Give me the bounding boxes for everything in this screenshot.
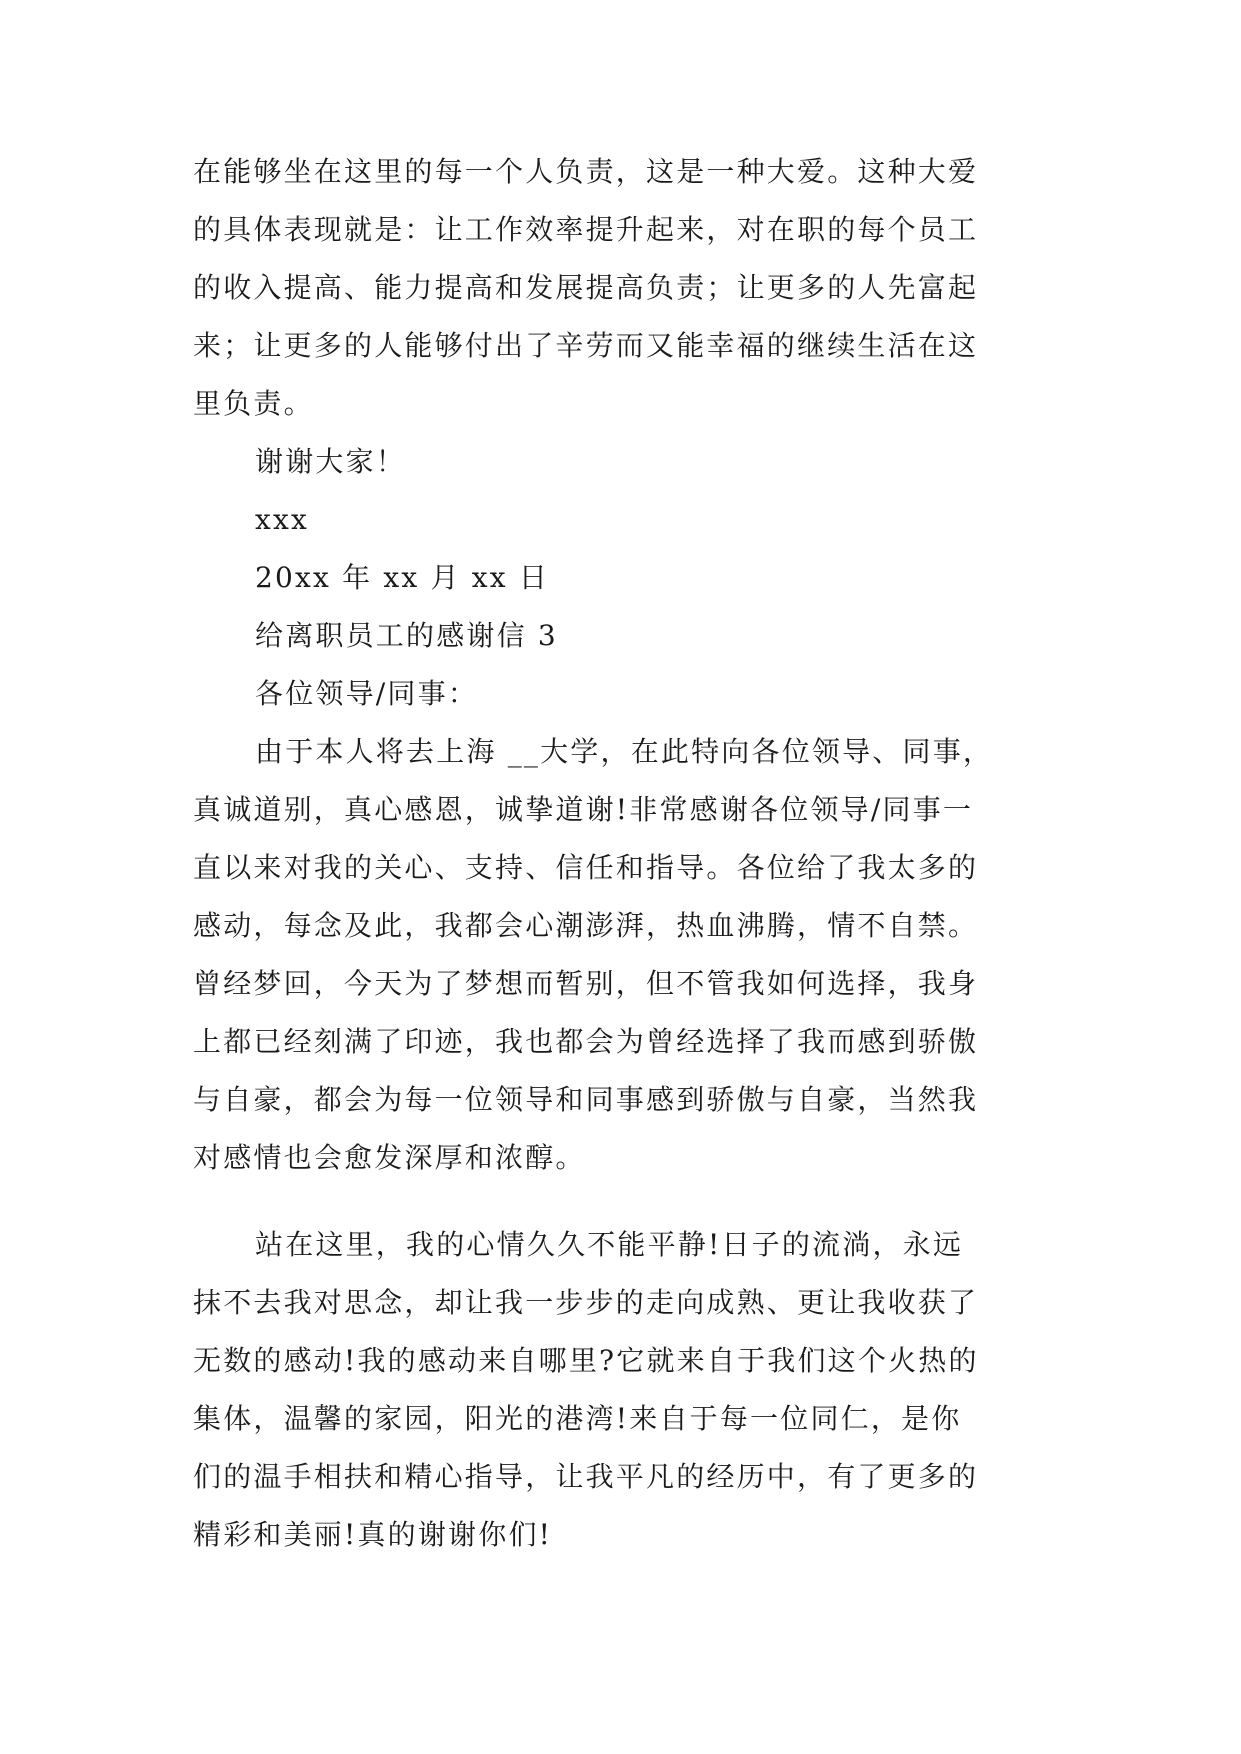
section-title: 给离职员工的感谢信 3 xyxy=(255,619,558,652)
paragraph-first-line: 由于本人将去上海 __大学，在此特向各位领导、同事， xyxy=(255,735,994,768)
body-text-line: 抹不去我对思念，却让我一步步的走向成熟、更让我收获了 xyxy=(193,1286,979,1319)
body-text-line: 与自豪，都会为每一位领导和同事感到骄傲与自豪，当然我 xyxy=(193,1083,979,1116)
body-text-line: 在能够坐在这里的每一个人负责，这是一种大爱。这种大爱 xyxy=(193,155,979,188)
body-text-line: 直以来对我的关心、支持、信任和指导。各位给了我太多的 xyxy=(193,851,979,884)
body-text-line: 的具体表现就是：让工作效率提升起来，对在职的每个员工 xyxy=(193,213,979,246)
body-text-line: 感动，每念及此，我都会心潮澎湃，热血沸腾，情不自禁。 xyxy=(193,909,979,942)
body-text-line: 上都已经刻满了印迹，我也都会为曾经选择了我而感到骄傲 xyxy=(193,1025,979,1058)
body-text-line: 对感情也会愈发深厚和浓醇。 xyxy=(193,1141,586,1174)
body-text-line: 们的温手相扶和精心指导，让我平凡的经历中，有了更多的 xyxy=(193,1460,979,1493)
body-text-line: 精彩和美丽!真的谢谢你们! xyxy=(193,1518,553,1551)
salutation: 各位领导/同事： xyxy=(255,677,479,710)
body-text-line: 里负责。 xyxy=(193,387,314,420)
body-text-line: 来；让更多的人能够付出了辛劳而又能幸福的继续生活在这 xyxy=(193,329,979,362)
body-text-line: 的收入提高、能力提高和发展提高负责；让更多的人先富起 xyxy=(193,271,979,304)
body-text-line: 曾经梦回，今天为了梦想而暂别，但不管我如何选择，我身 xyxy=(193,967,979,1000)
body-text-line: 无数的感动!我的感动来自哪里?它就来自于我们这个火热的 xyxy=(193,1344,979,1377)
signature-date: 20xx 年 xx 月 xx 日 xyxy=(255,561,550,594)
closing-thanks: 谢谢大家！ xyxy=(255,445,407,478)
body-text-line: 集体，温馨的家园，阳光的港湾!来自于每一位同仁，是你 xyxy=(193,1402,962,1435)
body-text-line: 真诚道别，真心感恩，诚挚道谢!非常感谢各位领导/同事一 xyxy=(193,793,974,826)
signature-name: xxx xyxy=(255,503,309,536)
paragraph-first-line: 站在这里，我的心情久久不能平静!日子的流淌，永远 xyxy=(255,1228,964,1261)
